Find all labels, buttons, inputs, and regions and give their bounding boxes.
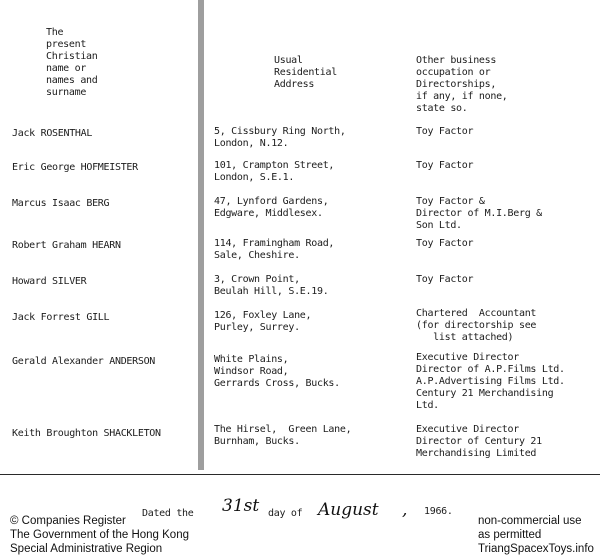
row-name: Eric George HOFMEISTER (12, 162, 138, 173)
row-occupation: Toy Factor (416, 160, 474, 171)
row-address: 114, Framingham Road, Sale, Cheshire. (214, 238, 335, 261)
row-occupation: Executive Director Director of Century 21 Merchandising Limited (416, 424, 542, 459)
row-occupation: Toy Factor (416, 238, 474, 249)
column-divider (198, 0, 204, 470)
header-name-column: The present Christian name or names and surname (46, 27, 98, 98)
row-name: Howard SILVER (12, 276, 87, 287)
copyright-notice-left: © Companies Register The Government of the Hong Kong Special Administrative Region (10, 515, 189, 555)
row-name: Jack ROSENTHAL (12, 128, 93, 139)
row-address: 3, Crown Point, Beulah Hill, S.E.19. (214, 274, 329, 297)
dated-prefix: Dated the (142, 508, 194, 519)
row-occupation: Toy Factor (416, 274, 474, 285)
row-address: 101, Crampton Street, London, S.E.1. (214, 160, 335, 183)
dated-month-handwritten: August (318, 500, 379, 520)
dated-year: 1966. (424, 506, 453, 517)
row-occupation: Toy Factor (416, 126, 474, 137)
row-occupation: Toy Factor & Director of M.I.Berg & Son Ltd. (416, 196, 542, 231)
row-name: Marcus Isaac BERG (12, 198, 110, 209)
row-occupation: Chartered Accountant (for directorship see list attached) (416, 308, 537, 343)
row-name: Keith Broughton SHACKLETON (12, 428, 161, 439)
dated-day-handwritten: 31st (222, 496, 260, 516)
row-address: 47, Lynford Gardens, Edgware, Middlesex. (214, 196, 329, 219)
row-address: The Hirsel, Green Lane, Burnham, Bucks. (214, 424, 352, 447)
copyright-notice-right: non-commercial use as permitted TriangSpacexToys.info (478, 515, 594, 555)
header-address-column: Usual Residential Address (274, 55, 337, 90)
row-address: 5, Cissbury Ring North, London, N.12. (214, 126, 346, 149)
header-occupation-column: Other business occupation or Directorships, if any, if none, state so. (416, 55, 508, 114)
footer-rule (0, 474, 600, 475)
row-address: 126, Foxley Lane, Purley, Surrey. (214, 310, 312, 333)
row-name: Gerald Alexander ANDERSON (12, 356, 156, 367)
row-address: White Plains, Windsor Road, Gerrards Cross, Bucks. (214, 354, 340, 389)
row-name: Robert Graham HEARN (12, 240, 121, 251)
dated-middle: day of (268, 508, 303, 519)
row-name: Jack Forrest GILL (12, 312, 110, 323)
dated-comma: , (402, 500, 408, 520)
row-occupation: Executive Director Director of A.P.Films Ltd. A.P.Advertising Films Ltd. Century 21 Merchandising Ltd. (416, 352, 565, 411)
